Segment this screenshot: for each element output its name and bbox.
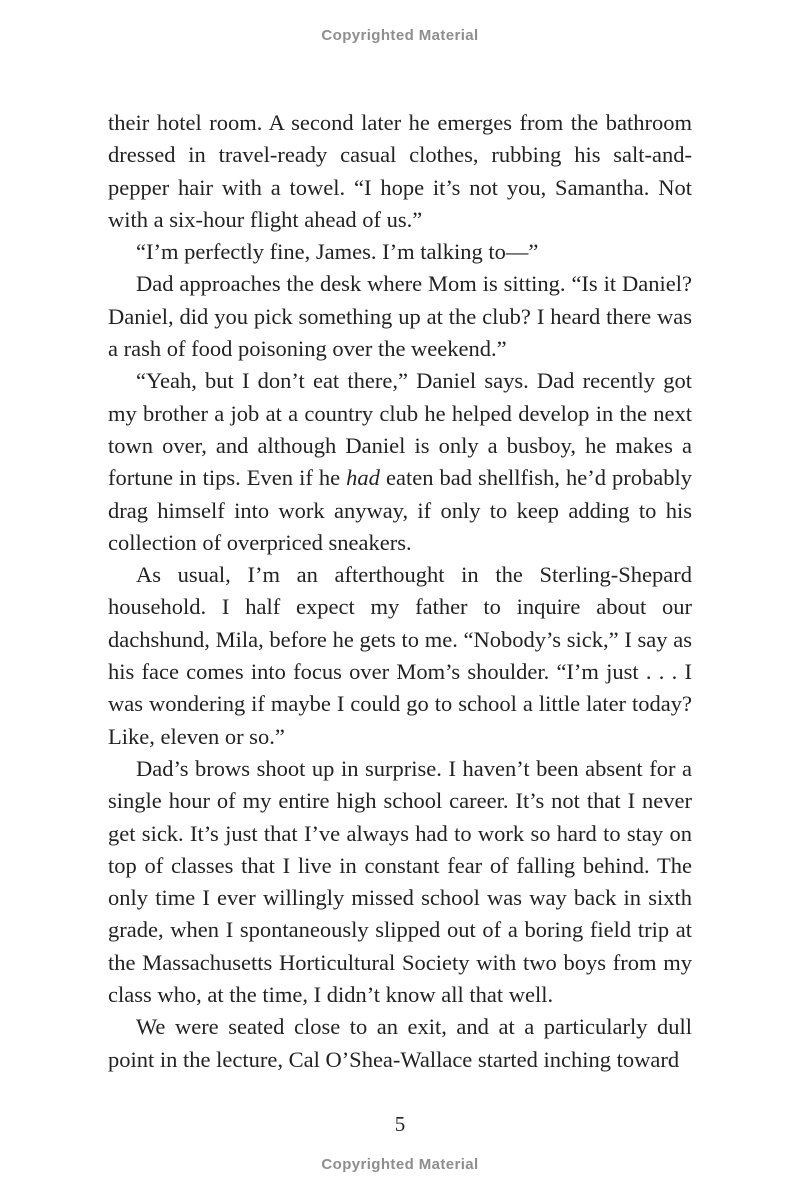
paragraph: “I’m perfectly fine, James. I’m talking to—” xyxy=(136,239,539,265)
copyright-notice-top: Copyrighted Material xyxy=(321,27,479,44)
paragraph: As usual, I’m an afterthought in the Sterling-Shepard household. I half expect my father to inquire about our dachshund, Mila, before he gets to me. “Nobody’s sick,” I say as his face comes into focus over Mom’s shoulder. “I’m just . . . I was wondering if maybe I could go to school a little later today? Like, eleven or so.” xyxy=(108,562,692,749)
paragraph: Dad’s brows shoot up in surprise. I haven’t been absent for a single hour of my entire high school career. It’s not that I never get sick. It’s just that I’ve always had to work so hard to stay on top of classes that I live in constant fear of falling behind. The only time I ever willingly missed school was way back in sixth grade, when I spontaneously slipped out of a boring field trip at the Massachusetts Horticultural Society with two boys from my class who, at the time, I didn’t know all that well. xyxy=(108,755,692,1008)
page-body-text xyxy=(108,107,692,1076)
page-number: 5 xyxy=(394,1112,406,1136)
italic-word: had xyxy=(346,465,380,491)
paragraph: Dad approaches the desk where Mom is sitting. “Is it Daniel? Daniel, did you pick something up at the club? I heard there was a rash of food poisoning over the weekend.” xyxy=(108,271,692,362)
paragraph-text: eaten bad shellfish, he’d probably drag himself into work anyway, if only to keep adding to his collection of overpriced sneakers. xyxy=(108,465,692,555)
paragraph xyxy=(108,365,692,559)
paragraph: their hotel room. A second later he emerges from the bathroom dressed in travel-ready casual clothes, rubbing his salt-and-pepper hair with a towel. “I hope it’s not you, Samantha. Not with a six-hour flight ahead of us.” xyxy=(108,110,692,232)
paragraph-text: “Yeah, but I don’t eat there,” Daniel says. Dad recently got my brother a job at a country club he helped develop in the next town over, and although Daniel is only a busboy, he makes a fortune in tips. Even if he xyxy=(108,368,692,491)
copyright-notice-bottom: Copyrighted Material xyxy=(321,1156,479,1173)
paragraph: We were seated close to an exit, and at a particularly dull point in the lecture, Cal O’Shea-Wallace started inching toward xyxy=(108,1014,692,1072)
